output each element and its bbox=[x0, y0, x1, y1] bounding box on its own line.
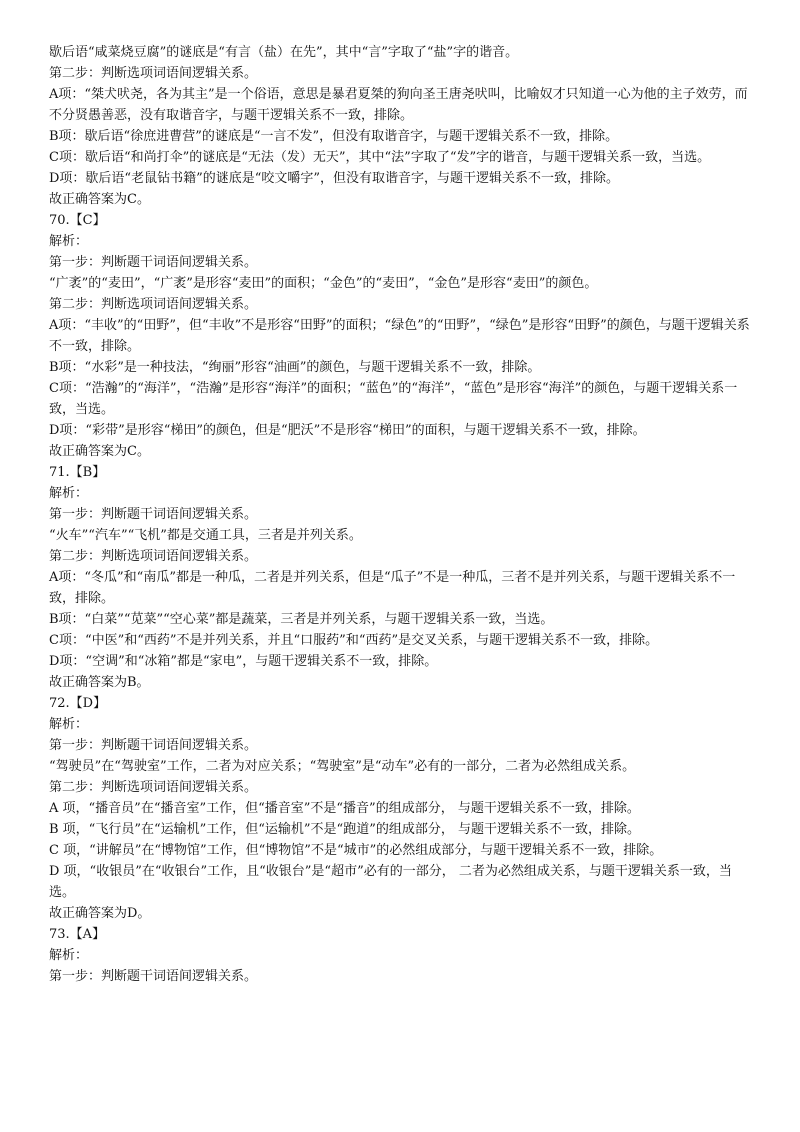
text-line: D项：“彩带”是形容“梯田”的颜色，但是“肥沃”不是形容“梯田”的面积，与题干逻辑关系不一致，排除。 bbox=[49, 423, 646, 438]
text-line: “驾驶员”在“驾驶室”工作，二者为对应关系；“驾驶室”是“动车”必有的一部分，二者为必然组成关系。 bbox=[49, 759, 636, 774]
document-body bbox=[49, 42, 757, 987]
text-line: C项：“中医”和“西药”不是并列关系，并且“口服药”和“西药”是交叉关系，与题干逻辑关系不一致，排除。 bbox=[49, 633, 659, 648]
text-line: 歇后语“咸菜烧豆腐”的谜底是“有言（盐）在先”，其中“言”字取了“盐”字的谐音。 bbox=[49, 45, 519, 60]
text-line: 第一步：判断题干词语间逻辑关系。 bbox=[49, 507, 258, 522]
text-line: A项：“丰收”的“田野”，但“丰收”不是形容“田野”的面积；“绿色”的“田野”，“绿色”是形容“田野”的颜色，与题干逻辑关系不一致，排除。 bbox=[49, 318, 750, 354]
question-number: 72.【D】 bbox=[49, 696, 107, 711]
text-line: D项：“空调”和“冰箱”都是“家电”，与题干逻辑关系不一致，排除。 bbox=[49, 654, 438, 669]
question-number: 70.【C】 bbox=[49, 213, 106, 228]
text-line: 第二步：判断选项词语间逻辑关系。 bbox=[49, 297, 258, 312]
text-line: A 项，“播音员”在“播音室”工作，但“播音室”不是“播音”的组成部分， 与题干逻辑关系不一致，排除。 bbox=[49, 801, 640, 816]
text-line: 第一步：判断题干词语间逻辑关系。 bbox=[49, 969, 258, 984]
text-line: 第二步：判断选项词语间逻辑关系。 bbox=[49, 549, 258, 564]
question-number: 73.【A】 bbox=[49, 927, 106, 942]
text-line: D 项，“收银员”在“收银台”工作，且“收银台”是“超市”必有的一部分， 二者为必然组成关系，与题干逻辑关系一致，当选。 bbox=[49, 864, 732, 900]
analysis-label: 解析： bbox=[49, 948, 89, 963]
text-line: 第二步：判断选项词语间逻辑关系。 bbox=[49, 66, 258, 81]
text-line: D项：歇后语“老鼠钻书籍”的谜底是“咬文嚼字”，但没有取谐音字，与题干逻辑关系不一致，排除。 bbox=[49, 171, 620, 186]
answer-line: 故正确答案为C。 bbox=[49, 192, 150, 207]
text-line: B项：歇后语“徐庶进曹营”的谜底是“一言不发”，但没有取谐音字，与题干逻辑关系不一致，排除。 bbox=[49, 129, 619, 144]
text-line: B 项，“飞行员”在“运输机”工作，但“运输机”不是“跑道”的组成部分， 与题干逻辑关系不一致，排除。 bbox=[49, 822, 640, 837]
text-line: B项：“白菜”“苋菜”“空心菜”都是蔬菜，三者是并列关系，与题干逻辑关系一致，当选。 bbox=[49, 612, 554, 627]
text-line: 第一步：判断题干词语间逻辑关系。 bbox=[49, 738, 258, 753]
text-line: A项：“冬瓜”和“南瓜”都是一种瓜，二者是并列关系，但是“瓜子”不是一种瓜，三者不是并列关系，与题干逻辑关系不一致，排除。 bbox=[49, 570, 736, 606]
text-line: C 项，“讲解员”在“博物馆”工作，但“博物馆”不是“城市”的必然组成部分，与题干逻辑关系不一致，排除。 bbox=[49, 843, 663, 858]
text-line: A项：“桀犬吠尧，各为其主”是一个俗语，意思是暴君夏桀的狗向圣王唐尧吠叫，比喻奴才只知道一心为他的主子效劳，而不分贤愚善恶，没有取谐音字，与题干逻辑关系不一致，排除。 bbox=[49, 87, 748, 123]
text-line: B项：“水彩”是一种技法，“绚丽”形容“油画”的颜色，与题干逻辑关系不一致，排除。 bbox=[49, 360, 541, 375]
text-line: 第二步：判断选项词语间逻辑关系。 bbox=[49, 780, 258, 795]
answer-line: 故正确答案为C。 bbox=[49, 444, 150, 459]
analysis-label: 解析： bbox=[49, 717, 89, 732]
analysis-label: 解析： bbox=[49, 486, 89, 501]
text-line: “广袤”的“麦田”，“广袤”是形容“麦田”的面积；“金色”的“麦田”，“金色”是形容“麦田”的颜色。 bbox=[49, 276, 598, 291]
question-number: 71.【B】 bbox=[49, 465, 106, 480]
answer-line: 故正确答案为B。 bbox=[49, 675, 150, 690]
answer-line: 故正确答案为D。 bbox=[49, 906, 151, 921]
text-line: 第一步：判断题干词语间逻辑关系。 bbox=[49, 255, 258, 270]
text-line: “火车”“汽车”“飞机”都是交通工具，三者是并列关系。 bbox=[49, 528, 362, 543]
analysis-label: 解析： bbox=[49, 234, 89, 249]
text-line: C项：歇后语“和尚打伞”的谜底是“无法（发）无天”，其中“法”字取了“发”字的谐音，与题干逻辑关系一致，当选。 bbox=[49, 150, 711, 165]
text-line: C项：“浩瀚”的“海洋”，“浩瀚”是形容“海洋”的面积；“蓝色”的“海洋”，“蓝色”是形容“海洋”的颜色，与题干逻辑关系一致，当选。 bbox=[49, 381, 738, 417]
